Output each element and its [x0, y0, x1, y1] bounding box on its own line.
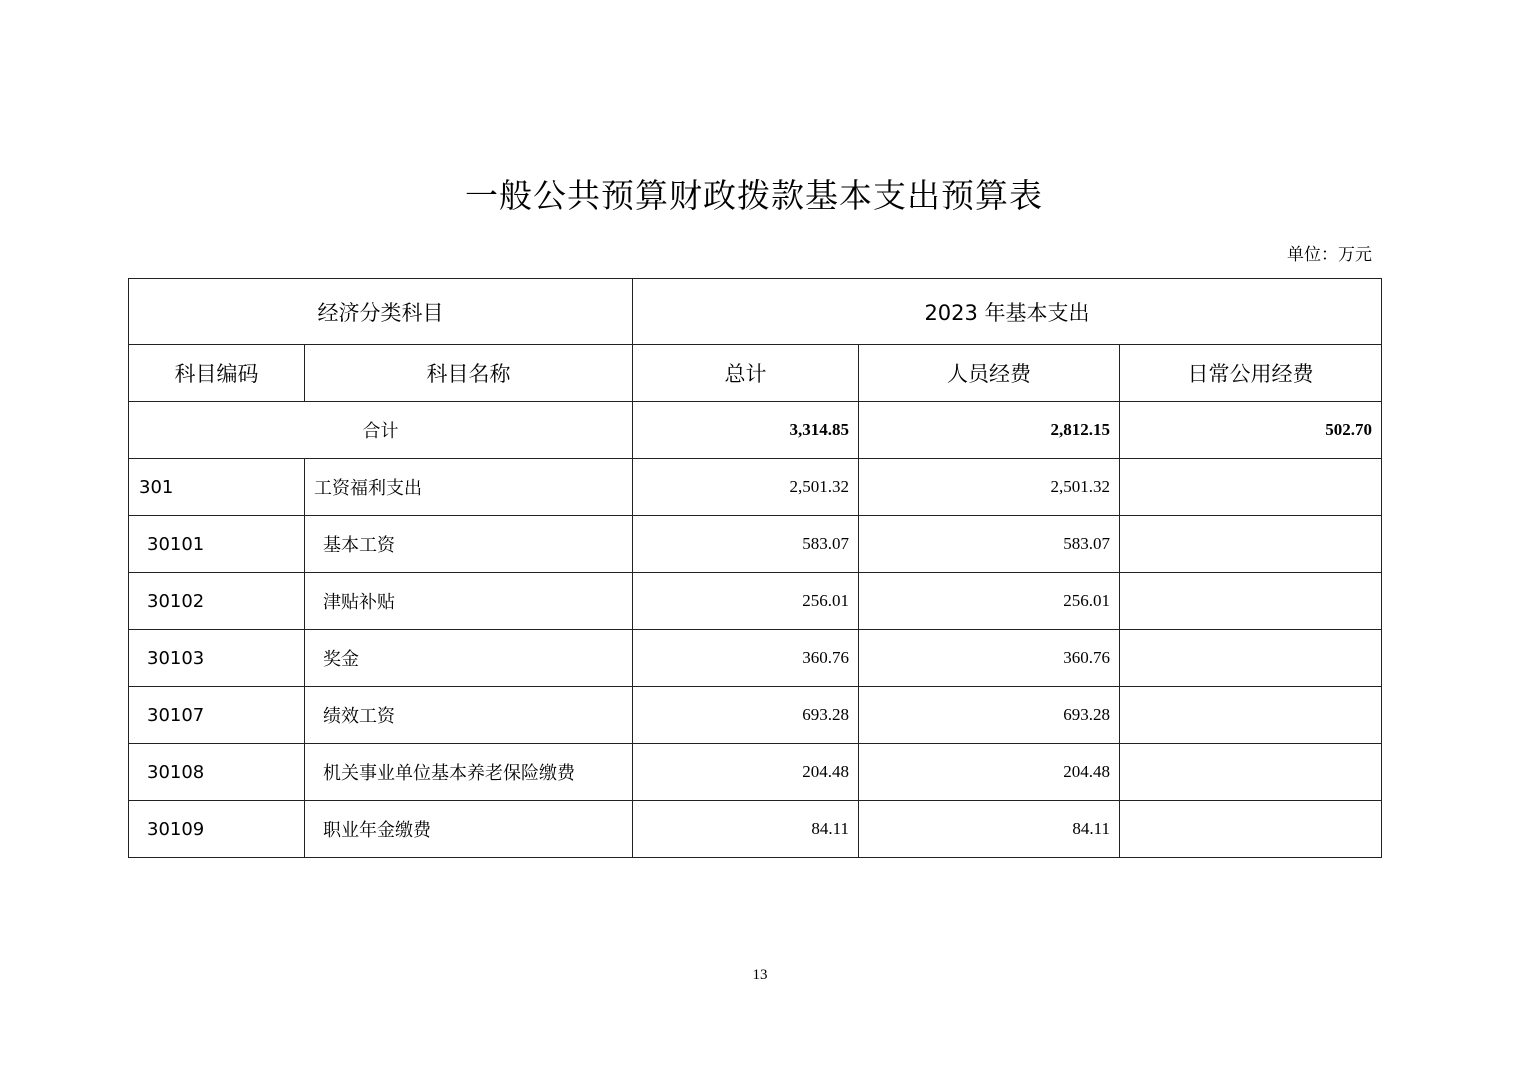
public-cell [1120, 459, 1382, 516]
total-label: 合计 [129, 402, 633, 459]
personnel-cell: 693.28 [859, 687, 1120, 744]
public-cell [1120, 687, 1382, 744]
column-header-personnel: 人员经费 [859, 345, 1120, 402]
code-cell: 30109 [129, 801, 305, 858]
total-total-cell: 3,314.85 [633, 402, 859, 459]
code-cell: 30101 [129, 516, 305, 573]
header-year-expenditure: 2023 年基本支出 [633, 279, 1382, 345]
code-cell: 30102 [129, 573, 305, 630]
personnel-cell: 2,501.32 [859, 459, 1120, 516]
code-cell: 30108 [129, 744, 305, 801]
total-cell: 204.48 [633, 744, 859, 801]
name-cell: 绩效工资 [305, 687, 633, 744]
name-cell: 基本工资 [305, 516, 633, 573]
column-header-name: 科目名称 [305, 345, 633, 402]
total-cell: 2,501.32 [633, 459, 859, 516]
total-row [129, 402, 1382, 459]
public-cell [1120, 801, 1382, 858]
name-cell: 职业年金缴费 [305, 801, 633, 858]
personnel-cell: 84.11 [859, 801, 1120, 858]
column-header-public: 日常公用经费 [1120, 345, 1382, 402]
table-row [129, 744, 1382, 801]
public-cell [1120, 516, 1382, 573]
personnel-cell: 583.07 [859, 516, 1120, 573]
table-row [129, 687, 1382, 744]
personnel-cell: 256.01 [859, 573, 1120, 630]
total-public-cell: 502.70 [1120, 402, 1382, 459]
page-title: 一般公共预算财政拨款基本支出预算表 [465, 176, 1043, 215]
code-cell: 30107 [129, 687, 305, 744]
public-cell [1120, 630, 1382, 687]
page-number: 13 [752, 967, 768, 983]
unit-label: 单位：万元 [1287, 245, 1372, 265]
name-cell: 津贴补贴 [305, 573, 633, 630]
personnel-cell: 360.76 [859, 630, 1120, 687]
header-economic-category: 经济分类科目 [129, 279, 633, 345]
column-header-total: 总计 [633, 345, 859, 402]
total-cell: 693.28 [633, 687, 859, 744]
name-cell: 工资福利支出 [305, 459, 633, 516]
name-cell: 奖金 [305, 630, 633, 687]
total-cell: 583.07 [633, 516, 859, 573]
column-header-code: 科目编码 [129, 345, 305, 402]
total-personnel-cell: 2,812.15 [859, 402, 1120, 459]
total-cell: 360.76 [633, 630, 859, 687]
table-row [129, 801, 1382, 858]
total-cell: 256.01 [633, 573, 859, 630]
personnel-cell: 204.48 [859, 744, 1120, 801]
total-cell: 84.11 [633, 801, 859, 858]
code-cell: 301 [129, 459, 305, 516]
public-cell [1120, 573, 1382, 630]
header-group-row [129, 279, 1382, 345]
budget-table [128, 278, 1382, 858]
code-cell: 30103 [129, 630, 305, 687]
table-row [129, 630, 1382, 687]
table-row [129, 516, 1382, 573]
table-row [129, 459, 1382, 516]
public-cell [1120, 744, 1382, 801]
name-cell: 机关事业单位基本养老保险缴费 [305, 744, 633, 801]
header-column-row [129, 345, 1382, 402]
table-row [129, 573, 1382, 630]
